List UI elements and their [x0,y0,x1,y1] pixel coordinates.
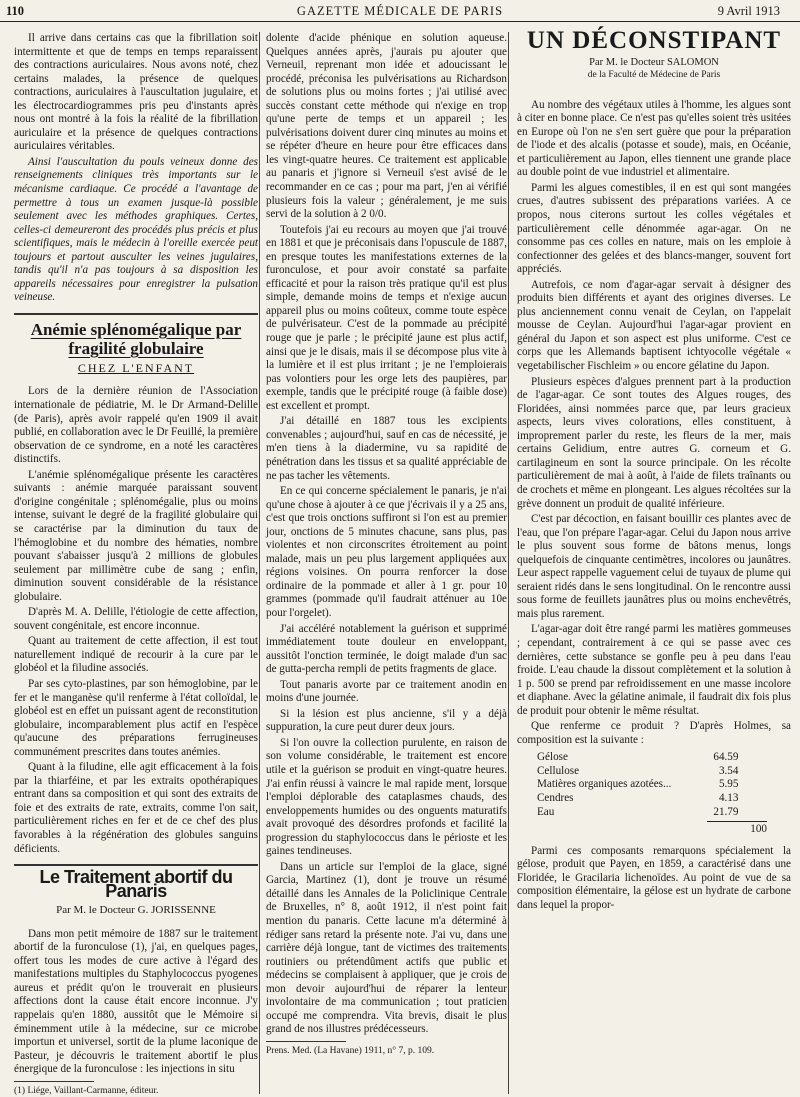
paragraph: Toutefois j'ai eu recours au moyen que j'ai trouvé en 1881 et que je préconisais dans l'opuscule de 1887, en presque toutes les manifestations externes de la furonculose, et pour avoir constaté sa parfaite efficacité et pour la raison très pratique qu'il est plus simple, demande moins de temps et n'exige aucun appareil plus ou moins coûteux, comme toute espèce de pulvérisateur. C'est de la pommade au précipité rouge que je parle ; le précipité jaune est plus actif, ainsi que je le disais, mais il se décompose plus vite à la lumière et il est plus irritant ; je ne l'emploierais pas volontiers pour les orge lets des paupières, par exemple, tandis que le précipité rouge (à faible dose) est excellent et prompt. [266,223,507,412]
paragraph: Tout panaris avorte par ce traitement anodin en moins d'une journée. [266,678,507,705]
component-name: Gélose [537,751,568,764]
paragraph: Quant au traitement de cette affection, il est tout naturellement indiqué de recourir à la cure par le globéol et la filudine associés. [14,635,258,675]
table-row [535,751,740,765]
composition-total: 100 [707,821,767,837]
paragraph: Dans un article sur l'emploi de la glace, signé Garcia, Martinez (1), dont je trouve un résumé détaillé dans les Annales de la Policlinique Centrale de Bruxelles, n° 8, août 1912, il n'est point fait mention du panaris. Cette lacune m'a déterminé à rédiger sans retard la présente note. J'ai vu, dans une carrière déjà longue, tant de victimes des traitements routiniers ou prétendûment actifs que public et médecins se complaisent à appliquer, que je crois de mon devoir aujourd'hui de réparer la lenteur involontaire de ma communication ; tout praticien occupé me comprendra. Vita brevis, disait le plus grand de nos illustres prédécesseurs. [266,860,507,1036]
author-affiliation: de la Faculté de Médecine de Paris [587,70,721,81]
article-title-deconstipant: UN DÉCONSTIPANT [526,27,782,54]
paragraph: Si la lésion est plus ancienne, s'il y a déjà suppuration, la cure peut durer deux jours. [266,707,507,734]
paragraph: Au nombre des végétaux utiles à l'homme, les algues sont à citer en bonne place. Ce n'est pas qu'elles soient très usitées en Europe où l'on ne s'en sert guère que pour la préparation de l'iode et des alcalis (potasse et soude), mais, en Océanie, et particulièrement au Japon, elles tiennent une grande place au double point de vue industriel et alimentaire. [517,98,791,179]
paragraph: L'anémie splénomégalique présente les caractères suivants : anémie marquée paraissant souvent d'origine congénitale ; splénomégalie, plus ou moins intense, suivant le degré de la fragilité globulaire qui se caractérise par la diminution du taux de l'hémoglobine et du nombre des hématies, nombre pouvant s'abaisser jusqu'à 2 millions de globules seulement par millimètre cube de sang ; enfin, diminution souvent considérable de la résistance globulaire. [14,468,258,603]
paragraph: Plusieurs espèces d'algues prennent part à la production de l'agar-agar. Ce sont toutes des Algues rouges, des Floridées, ainsi nommées parce que, par leurs gracieux aspects, leurs vives colorations, elles constituent, à improprement parler du reste, les fleurs de la mer, mais certains Gelidium, entre autres G. corneum et G. cartilagineum en sont la source principale. On les récolte particulièrement de mai à août, à l'aide de filets traînants ou de crochets et même en plongeant. Les algues récoltées sur la grève donnent un produit de qualité inférieure. [517,375,791,510]
article-author: Par M. le Docteur SALOMON [589,56,719,68]
paragraph: J'ai détaillé en 1887 tous les excipients convenables ; aujourd'hui, sauf en cas de nécessité, je m'en tiens à la diadermine, vu sa rapidité de pénétration dans les tissus et sa qualité appréciable de ne pas tacher les vêtements. [266,415,507,482]
component-name: Matières organiques azotées... [537,778,672,791]
footnote: (1) Liége, Vaillant-Carmanne, éditeur. [14,1085,159,1096]
paragraph: Ainsi l'auscultation du pouls veineux donne des renseignements cliniques très importants sur le mécanisme cardiaque. Ce procédé a l'avantage de permettre à tous un examen jusque-là possible seulement avec les méthodes graphiques. Certes, celles-ci demeureront des procédés plus précis et plus scientifiques, mais le médecin à l'oreille exercée peut toujours et partout ausculter les veines jugulaires, tandis qu'il n'a pas toujours à sa disposition les appareils nécessaires pour enregistrer la pulsation veineuse. [14,155,258,304]
component-value: 64.59 [713,751,739,764]
component-value: 4.13 [718,791,739,804]
component-value: 3.54 [718,764,739,777]
article-author: Par M. le Docteur G. JORISSENNE [56,904,216,917]
issue-date: 9 Avril 1913 [717,4,780,18]
paragraph: C'est par décoction, en faisant bouillir ces plantes avec de l'eau, que l'on prépare l'agar-agar. Celui du Japon nous arrive le plus souvent sous forme de bâtons menus, longs quelquefois de cinquante centimètres, incolores ou jaunâtres. Leur aspect rappelle vaguement celui de tuyaux de plume qui seraient ridés dans le sens longitudinal. On le rencontre aussi sous forme de feuillets jaunâtres plus ou moins enchevêtrés, mais plus rarement. [517,513,791,620]
paragraph: Lors de la dernière réunion de l'Association internationale de pédiatrie, M. le Dr Armand-Delille (de Paris), après avoir rappelé qu'en 1909 il avait publié, en collaboration avec le Dr Feuillé, la première observation de ce syndrome, en a noté les caractères distinctifs. [14,385,258,466]
paragraph: Que renferme ce produit ? D'après Holmes, sa composition est la suivante : [517,720,791,746]
article-title-panaris: Le Traitement abortif du Panaris [39,867,233,901]
table-row [535,792,740,806]
table-row [535,765,740,779]
paragraph: Par ses cyto-plastines, par son hémoglobine, par le fer et le manganèse qu'il renferme à l'état colloïdal, le globéol est en effet un puissant agent de reconstitution globulaire, incomparablement plus actif en l'espèce qu'aucune des préparations ferrugineuses communément prescrites dans toutes anémies. [14,677,258,758]
footnote-divider [14,1081,94,1082]
component-value: 21.79 [713,805,739,818]
paragraph: D'après M. A. Delille, l'étiologie de cette affection, souvent congénitale, est encore inconnue. [14,606,258,632]
component-name: Cellulose [537,764,580,777]
table-row [535,778,740,792]
paragraph: Parmi ces composants remarquons spécialement la gélose, produit que Payen, en 1859, a caractérisé dans une Floridée, le Gracilaria lichenoïdes. Au point de vue de sa composition élémentaire, la gélose est un hydrate de carbone dans lequel la propor- [517,844,791,911]
composition-table [535,751,740,819]
journal-title: GAZETTE MÉDICALE DE PARIS [296,4,504,18]
component-value: 5.95 [718,778,739,791]
paragraph: L'agar-agar doit être rangé parmi les matières gommeuses ; cependant, contrairement à ce qui se passe avec ces dernières, cette substance se gonfle peu à peu dans l'eau froide. L'eau chaude la dissout complètement et la solution à 1 p. 500 se prend par refroidissement en une masse incolore et diaphane. Avec la gélatine animale, il faudrait dix fois plus de produit pour obtenir le même résultat. [517,623,791,717]
component-name: Cendres [537,791,574,804]
paragraph: Il arrive dans certains cas que la fibrillation soit intermittente et que de temps en temps reparaissent des contractions auriculaires. Nous avons noté, chez certains malades, la présence de quelques contractions, auriculaires à l'auscultation jugulaire, et les électrocardiogrammes pris peu d'instants après nous ont montré à la fois la réalité de la fibrillation auriculaire et la présence de quelques contractions auriculaires véritables. [14,32,258,153]
page-header [0,0,800,22]
section-divider [14,313,258,316]
column-left [14,32,258,1097]
paragraph: Autrefois, ce nom d'agar-agar servait à désigner des produits bien différents et ayant des origines diverses. Le plus anciennement connu venait de Ceylan, on l'appelait mousse de Ceylan. Aujourd'hui l'agar-agar provient en général du Japon et son aspect est plus uniforme. C'est ce corps que les Allemands baptisent ichtyocolle végétale « vegetabilischer Fischleim » ou encore gélatine du Japon. [517,278,791,373]
paragraph: Quant à la filudine, elle agit efficacement à la fois par la thiarféine, et par les extraits opothérapiques entrant dans sa composition et qui sont des extraits de foie et des extraits de rate, extraits, comme l'on sait, particulièrement riches en fer et de ce chef des plus favorables à la régénération des globules sanguins déficients. [14,761,258,855]
paragraph: J'ai accéléré notablement la guérison et supprimé immédiatement toute douleur en enveloppant, aussitôt l'onction terminée, le doigt malade d'un sac de gutta-percha rempli de petits fragments de glace. [266,622,507,676]
column-middle [259,32,507,1094]
article-title-anemie: Anémie splénomégalique par fragilité globulaire [30,319,242,358]
footnote: Prens. Med. (La Havane) 1911, n° 7, p. 109. [266,1045,435,1056]
paragraph: dolente d'acide phénique en solution aqueuse. Quelques années après, j'aurais pu ajouter que Verneuil, reprenant mon idée et adoucissant le procédé, préconisa les pulvérisations au Richardson de solutions plus ou moins fortes ; j'ai utilisé avec succès constant cette méthode qui n'exige en trop qu'une perte de temps et un appareil ; les pulvérisations doivent durer cinq minutes au moins et se répéter d'heure en heure pour être efficaces dans les vingt-quatre heures. Ce traitement est applicable au panaris et j'ignore si Verneuil s'est avisé de le recommander en ce cas ; pour ma part, j'en ai vérifié plusieurs fois la valeur ; généralement, je me suis servi de la solution à 2 0/0. [266,32,507,221]
paragraph: Dans mon petit mémoire de 1887 sur le traitement abortif de la furonculose (1), j'ai, en quelques pages, offert tous les modes de cure active à l'égard des manifestations multiples du Staphylococcus pyogenes aureus et prédit qu'on le trouverait en plusieurs affections dont la cause était encore inconnue. J'y rappelais qu'en 1880, aussitôt que le Mémoire si éminemment utile à la médecine, sur ce microbe importun et universel, sortit de la plume laconique de Pasteur, je découvris le traitement abortif le plus énergique de la furonculose : les injections in situ [14,927,258,1076]
paragraph: Parmi les algues comestibles, il en est qui sont mangées crues, d'autres subissent des préparations variées. A ce propos, nous citerons surtout les colles végétales et particulièrement celle dénommée agar-agar. On ne consomme pas ces colles en nature, mais on les emploie à confectionner des gelées et des blancs-manger, souvent fort appréciés. [517,181,791,276]
footnote-divider [266,1041,346,1042]
article-subtitle: CHEZ L'ENFANT [77,360,195,375]
paragraph: Si l'on ouvre la collection purulente, en raison de son volume considérable, le traitement est encore utile et la guérison se produit en vingt-quatre heures. J'ai enfin réussi à vaincre le mal rapide ment, lorsque l'emploi déplorable des cataplasmes chauds, des enveloppements humides ou des onguents maturatifs avait provoqué des désordres profonds et facilité la progression du staphylococcus dans le périoste et les gaines tendineuses. [266,736,507,858]
page-number: 110 [6,4,25,18]
table-row [535,806,740,820]
column-right [508,27,791,1094]
paragraph: En ce qui concerne spécialement le panaris, je n'ai qu'une chose à ajouter à ce que j'écrivais il y a 25 ans, c'est que trois onctions suffiront si l'on est au premier jour, onctions de 5 minutes chacune, sans plus, pas violentes et non circonscrites étroitement au point malade, mais un peu plus largement appliquées aux régions voisines. On pourra renforcer la dose ordinaire de la pommade et aller à 1 gr. pour 10 grammes (pommade qu'il faudrait atténuer au 10e pour l'orgelet). [266,485,507,619]
component-name: Eau [537,805,555,818]
